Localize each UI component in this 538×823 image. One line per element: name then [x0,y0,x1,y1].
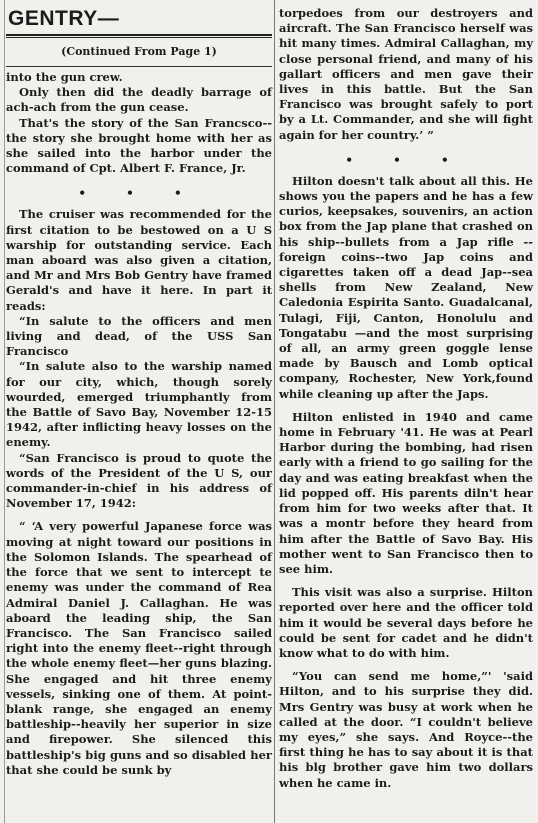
column-divider [274,0,275,823]
paragraph: The cruiser was recommended for the first citation to be bestowed on a U S warship for outstanding service. Each man aboard was also given a citation, and Mr and Mrs Bob Gentry have framed Gerald's and have it here. In part it reads: [6,207,272,313]
paragraph: “You can send me home,”' 'said Hilton, and to his surprise they did. Mrs Gentry was busy at work when he called at the door. “I couldn't believe my eyes,” she says. And Royce--the first thing he has to say about it is that his blg brother gave him two dollars when he came in. [279,669,533,790]
paragraph: into the gun crew. [6,70,123,84]
section-separator: • • • [345,152,467,167]
paragraph: “In salute also to the warship named for our city, which, though sorely wourded, emerged triumphantly from the Battle of Savo Bay, November 12-15 1942, after inflicting heavy losses on the enemy. [6,359,272,450]
paragraph: torpedoes from our destroyers and aircraft. The San Francisco herself was hit many times. Admiral Callaghan, my close personal friend, and many of his gallart officers and men gave their lives in this battle. But the San Francisco was brought safely to port by a Lt. Commander, and she will fight again for her country.’ ” [279,6,533,142]
continued-note: (Continued From Page 1) [6,38,272,67]
headline: GENTRY— [8,7,120,30]
paragraph: “In salute to the officers and men living and dead, of the USS San Francisco [6,313,272,359]
paragraph: That's the story of the San Francsco-- the story she brought home with her as she sailed into the harbor under the command of Cpt. Albert F. France, Jr. [6,115,272,176]
left-column [6,6,272,778]
paragraph: Only then did the deadly barrage of ach-ach from the gun cease. [6,85,272,115]
paragraph: Hilton doesn't talk about all this. He shows you the papers and he has a few curios, keepsakes, souvenirs, an action box from the Jap plane that crashed on his ship--bullets from a Jap rifle --foreign coins--two Jap coins and cigarettes taken off a dead Jap--sea shells from New Zealand, New Caledonia Espirita Santo. Guadalcanal, Tulagi, Fiji, Canton, Honolulu and Tongatabu —and the most surprising of all, an army green goggle lense made by Bausch and Lomb optical company, Rochester, New York,found while cleaning up after the Japs. [279,173,533,401]
right-column [279,6,533,791]
paragraph: This visit was also a surprise. Hilton reported over here and the officer told him it would be several days before he could be sent for cadet and he didn't know what to do with him. [279,585,533,660]
headline-rule [6,34,272,36]
paragraph: “ ‘A very powerful Japanese force was moving at night toward our positions in the Solomon Islands. The spearhead of the force that we sent to intercept te enemy was under the command of Rea Admiral Daniel J. Callaghan. He was aboard the leading ship, the San Francisco. The San Francisco sailed right into the enemy fleet--right through the whole enemy fleet—her guns blazing. She engaged and hit three enemy vessels, sinking one of them. At point-blank range, she engaged an enemy battleship--heavily her superior in size and firepower. She silenced this battleship's big guns and so disabled her that she could be sunk by [6,519,272,777]
section-separator: • • • [78,186,200,201]
left-border-rule [4,0,5,823]
paragraph: “San Francisco is proud to quote the words of the President of the U S, our commander-in-chief in his address of November 17, 1942: [6,450,272,511]
paragraph: Hilton enlisted in 1940 and came home in February '41. He was at Pearl Harbor during the bombing, had risen early with a friend to go sailing for the day and was eating breakfast when the lid popped off. His parents diln't hear from him for two weeks after that. It was a montr before they heard from him after the Battle of Savo Bay. His mother went to San Francisco then to see him. [279,409,533,576]
